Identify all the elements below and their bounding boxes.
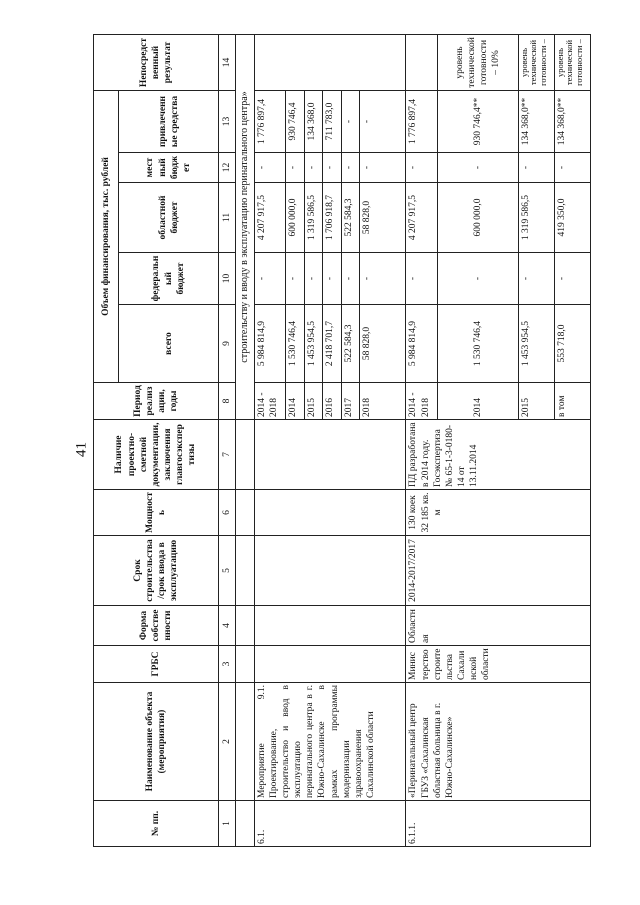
- row2-attracted: 1 776 897,4: [406, 91, 438, 153]
- row1-total: 522 584,3: [341, 305, 360, 383]
- col-number: 1: [218, 801, 235, 847]
- row1-attracted: 930 746,4: [286, 91, 305, 153]
- col-number: 4: [218, 606, 235, 646]
- row2-period: 2015: [519, 383, 555, 420]
- row1-regional: 600 000,0: [286, 183, 305, 253]
- row1-attracted: 1 776 897,4: [254, 91, 286, 153]
- col-number: 11: [218, 183, 235, 253]
- row2-attracted: 930 746,4**: [438, 91, 519, 153]
- row2-dates: 2014-2017/2017: [406, 536, 591, 606]
- header-federal: федеральный бюджет: [119, 253, 219, 305]
- row2-local: -: [554, 153, 590, 183]
- row1-federal: -: [304, 253, 323, 305]
- col-number: 8: [218, 383, 235, 420]
- row2-attracted: 134 368,0**: [554, 91, 590, 153]
- row2-result: уровень технической готовности –: [554, 35, 590, 91]
- row2-design-docs: ПД разработана в 2014 году. Госэкспертиза № 65-1-3-0180-14 от 13.11.2014: [406, 420, 591, 490]
- row1-total: 2 418 701,7: [323, 305, 342, 383]
- rotated-table-wrapper: [93, 35, 591, 847]
- row1-period: 2014: [286, 383, 305, 420]
- row2-regional: 419 350,0: [554, 183, 590, 253]
- header-name: Наименование объекта (мероприятия): [94, 683, 219, 801]
- row1-federal: -: [254, 253, 286, 305]
- row2-total: 1 530 746,4: [438, 305, 519, 383]
- row1-attracted: 134 368,0: [304, 91, 323, 153]
- row1-regional: 1 319 586,5: [304, 183, 323, 253]
- row2-grbs: Министерство строительства Сахалинской области: [406, 646, 591, 683]
- header-grbs: ГРБС: [94, 646, 219, 683]
- header-regional: областной бюджет: [119, 183, 219, 253]
- row1-attracted: -: [341, 91, 360, 153]
- header-design-docs: Наличие проектно-сметной документации, заключения главгосэкспертизы: [94, 420, 219, 490]
- header-dates: Срок строительства/срок ввода в эксплуатацию: [94, 536, 219, 606]
- row2-name: «Перинатальный центр ГБУЗ «Сахалинская областная больница в г. Южно-Сахалинске»: [406, 683, 591, 801]
- row2-local: -: [406, 153, 438, 183]
- row2-regional: 4 207 917,5: [406, 183, 438, 253]
- header-attracted: привлеченные средства: [119, 91, 219, 153]
- row2-period: 2014: [438, 383, 519, 420]
- row2-total: 5 984 814,9: [406, 305, 438, 383]
- row1-regional: 1 706 918,7: [323, 183, 342, 253]
- header-ownership: Форма собственности: [94, 606, 219, 646]
- row1-local: -: [323, 153, 342, 183]
- col-number: 12: [218, 153, 235, 183]
- row1-attracted: -: [360, 91, 406, 153]
- row2-local: -: [519, 153, 555, 183]
- row2-attracted: 134 368,0**: [519, 91, 555, 153]
- section-title: строительству и вводу в эксплуатацию перинатального центра»: [236, 35, 254, 420]
- row1-total: 58 828,0: [360, 305, 406, 383]
- header-total: всего: [119, 305, 219, 383]
- col-number: 6: [218, 490, 235, 536]
- row1-regional: 58 828,0: [360, 183, 406, 253]
- header-period: Период реализации, годы: [94, 383, 219, 420]
- row2-total: 553 718,0: [554, 305, 590, 383]
- row1-federal: -: [323, 253, 342, 305]
- col-number: 3: [218, 646, 235, 683]
- row1-local: -: [341, 153, 360, 183]
- row1-federal: -: [341, 253, 360, 305]
- row1-local: -: [360, 153, 406, 183]
- row2-federal: -: [554, 253, 590, 305]
- header-capacity: Мощность: [94, 490, 219, 536]
- row2-capacity: 130 коек 32 185 кв. м: [406, 490, 591, 536]
- row1-name: Мероприятие 9.1. Проектирование, строительство и ввод в эксплуатацию перинатального центра в г. Южно-Сахалинске в рамках программы модернизации здравоохранения Сахалинской области: [254, 683, 406, 801]
- row2-federal: -: [406, 253, 438, 305]
- row1-period: 2016: [323, 383, 342, 420]
- col-number: 5: [218, 536, 235, 606]
- col-number: 13: [218, 91, 235, 153]
- row2-local: -: [438, 153, 519, 183]
- col-number: 10: [218, 253, 235, 305]
- row2-total: 1 453 954,5: [519, 305, 555, 383]
- row1-period: 2018: [360, 383, 406, 420]
- row2-result: уровень технической готовности –: [519, 35, 555, 91]
- page-number: 41: [73, 442, 90, 457]
- row2-period: 2014 - 2018: [406, 383, 438, 420]
- col-number: 2: [218, 683, 235, 801]
- row2-result: [406, 35, 438, 91]
- row1-total: 1 453 954,5: [304, 305, 323, 383]
- header-funding: Объем финансирования, тыс. рублей: [94, 91, 119, 383]
- row2-no: 6.1.1.: [406, 801, 591, 847]
- row2-period: в том: [554, 383, 590, 420]
- header-local: местный бюджет: [119, 153, 219, 183]
- row1-federal: -: [360, 253, 406, 305]
- row1-attracted: 711 783,0: [323, 91, 342, 153]
- row1-period: 2014 - 2018: [254, 383, 286, 420]
- row2-result: уровень технической готовности – 10%: [438, 35, 519, 91]
- col-number: 7: [218, 420, 235, 490]
- row1-period: 2017: [341, 383, 360, 420]
- row1-total: 1 530 746,4: [286, 305, 305, 383]
- row2-regional: 600 000,0: [438, 183, 519, 253]
- funding-table: [93, 34, 591, 847]
- row1-total: 5 984 814,9: [254, 305, 286, 383]
- row1-regional: 4 207 917,5: [254, 183, 286, 253]
- col-number: 9: [218, 305, 235, 383]
- row1-federal: -: [286, 253, 305, 305]
- row1-regional: 522 584,3: [341, 183, 360, 253]
- row1-local: -: [304, 153, 323, 183]
- row2-federal: -: [438, 253, 519, 305]
- row1-period: 2015: [304, 383, 323, 420]
- row1-no: 6.1.: [254, 801, 406, 847]
- col-number: 14: [218, 35, 235, 91]
- header-no: № пп.: [94, 801, 219, 847]
- row1-local: -: [286, 153, 305, 183]
- row2-federal: -: [519, 253, 555, 305]
- row1-local: -: [254, 153, 286, 183]
- row2-ownership: Областная: [406, 606, 591, 646]
- row2-regional: 1 319 586,5: [519, 183, 555, 253]
- header-result: Непосредственный результат: [94, 35, 219, 91]
